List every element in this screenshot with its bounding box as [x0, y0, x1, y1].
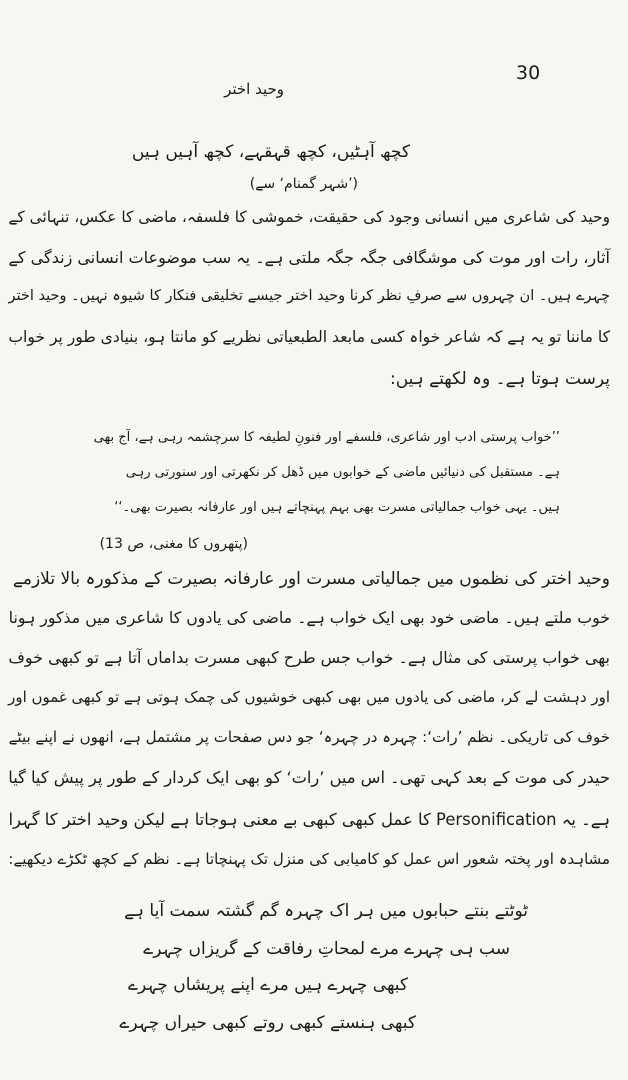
paragraph-2-line-5: خوف کی تاریکی۔ نظم ’رات‘: چہرہ در چہرہ‘ جو دس صفحات پر مشتمل ہے، انھوں نے اپنے بیٹے: [8, 728, 610, 746]
poem-line-2: سب ہی چہرے مرے لمحاتِ رفاقت کے گریزاں چہرے: [143, 939, 510, 959]
paragraph-2-line-8: مشاہدہ اور پختہ شعور اس عمل کو کامیابی کی منزل تک پہنچاتا ہے۔ نظم کے کچھ ٹکڑے دیکھیے:: [8, 850, 610, 868]
paragraph-2-line-3: بھی خواب پرستی کی مثال ہے۔ خواب جس طرح کبھی مسرت بداماں آتا ہے تو کبھی خوف: [8, 648, 610, 667]
paragraph-1-line-1: وحید کی شاعری میں انسانی وجود کی حقیقت، خموشی کا فلسفہ، ماضی کا عکس، تنہائی کے: [8, 208, 610, 226]
paragraph-2-line-4: اور دہشت لے کر، ماضی کی یادوں میں بھی کبھی خوشیوں کی چمک ہوتی ہے تو کبھی غموں اور: [8, 688, 610, 706]
paragraph-2-line-7-end: کا عمل کبھی کبھی بے معنی ہوجاتا ہے لیکن وحید اختر کا گہرا: [8, 810, 431, 829]
paragraph-2-line-7: [9, 810, 611, 829]
running-header: وحید اختر: [224, 80, 284, 98]
paragraph-1-line-2: آثار، رات اور موت کی موشگافی جگہ جگہ ملتی ہے۔ یہ سب موضوعات انسانی زندگی کے: [8, 248, 610, 267]
paragraph-1-line-3: چہرے ہیں۔ ان چہروں سے صرفِ نظر کرنا وحید اختر جیسے تخلیقی فنکار کا شیوہ نہیں۔ وحید اختر: [8, 288, 610, 304]
quote-source: (پتھروں کا مغنی، ص 13): [99, 536, 248, 552]
quote-line-2: ہے۔ مستقبل کی دنیائیں ماضی کے خوابوں میں ڈھل کر نکھرتی اور سنورتی رہی: [125, 465, 560, 480]
poem-line-1: ٹوٹتے بنتے حبابوں میں ہر اک چہرہ گم گشتہ سمت آیا ہے: [124, 901, 528, 921]
paragraph-1-line-4: کا ماننا تو یہ ہے کہ شاعر خواہ کسی مابعد الطبعیاتی نظریے کو مانتا ہو، بنیادی طور پر خواب: [8, 328, 610, 346]
poem-line-4: کبھی ہنستے کبھی روتے کبھی حیراں چہرے: [119, 1013, 416, 1033]
poem-line-3: کبھی چہرے ہیں مرے اپنے پریشاں چہرے: [128, 975, 408, 995]
quote-line-3: ہیں۔ یہی خواب جمالیاتی مسرت بھی بہم پہنچاتے ہیں اور عارفانہ بصیرت بھی۔‘‘: [114, 500, 560, 515]
personification-term: Personification: [436, 810, 557, 829]
opening-verse-source: (’شہر گمنام‘ سے): [249, 176, 358, 192]
quote-line-1: ’’خواب پرستی ادب اور شاعری، فلسفے اور فنونِ لطیفہ کا سرچشمہ رہی ہے، آج بھی: [93, 430, 560, 445]
paragraph-2-line-6: حیدر کی موت کے بعد کہی تھی۔ اس میں ’رات‘ کو بھی ایک کردار کے طور پر پیش کیا گیا: [8, 768, 610, 787]
paragraph-2-line-2: خوب ملتے ہیں۔ ماضی خود بھی ایک خواب ہے۔ ماضی کی یادوں کا شاعری میں مذکور ہونا: [8, 608, 610, 627]
paragraph-1-line-5: پرست ہوتا ہے۔ وہ لکھتے ہیں:: [389, 369, 610, 389]
paragraph-2-line-7-start: ہے۔ یہ: [561, 810, 610, 829]
opening-verse: کچھ آہٹیں، کچھ قہقہے، کچھ آہیں ہیں: [131, 142, 410, 162]
paragraph-2-line-1: وحید اختر کی نظموں میں جمالیاتی مسرت اور عارفانہ بصیرت کے مذکورہ بالا تلازمے: [12, 569, 610, 589]
page-number: 30: [516, 62, 541, 84]
